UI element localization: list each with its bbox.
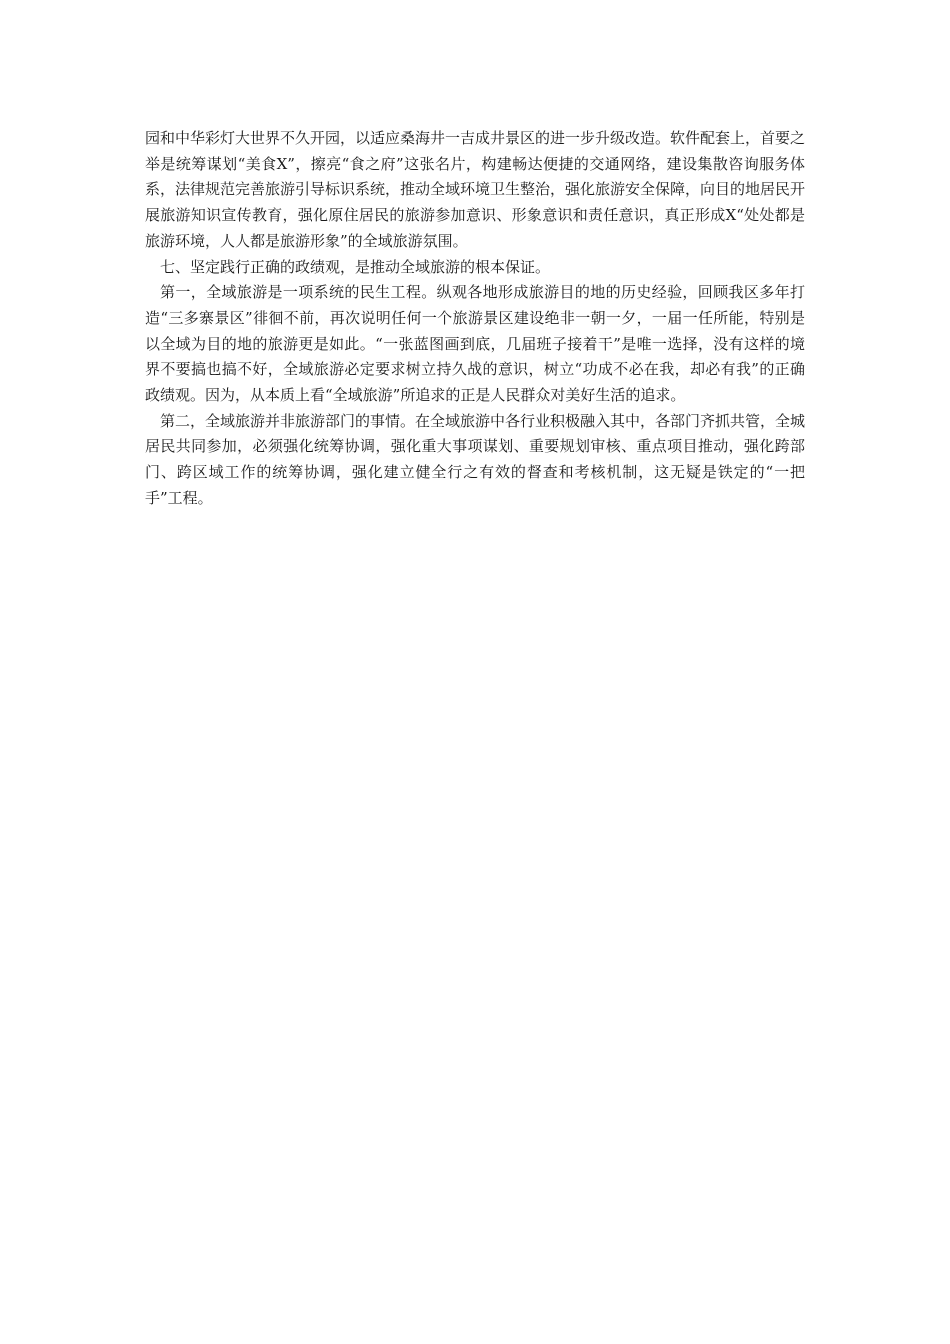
paragraph-first-point: 第一，全域旅游是一项系统的民生工程。纵观各地形成旅游目的地的历史经验，回顾我区多年打造“三多寨景区”徘徊不前，再次说明任何一个旅游景区建设绝非一朝一夕，一届一任所能，特别是以全域为目的地的旅游更是如此。“一张蓝图画到底，几届班子接着干”是唯一选择，没有这样的境界不要搞也搞不好，全域旅游必定要求树立持久战的意识，树立“功成不必在我，却必有我”的正确政绩观。因为，从本质上看“全域旅游”所追求的正是人民群众对美好生活的追求。 xyxy=(145,283,805,405)
paragraph-continuation: 园和中华彩灯大世界不久开园，以适应桑海井一吉成井景区的进一步升级改造。软件配套上，首要之举是统筹谋划“美食X”，擦亮“食之府”这张名片，构建畅达便捷的交通网络，建设集散咨询服务体系，法律规范完善旅游引导标识系统，推动全域环境卫生整治，强化旅游安全保障，向目的地居民开展旅游知识宣传教育，强化原住居民的旅游参加意识、形象意识和责任意识，真正形成X“处处都是旅游环境，人人都是旅游形象”的全域旅游氛围。 xyxy=(145,129,806,250)
paragraph-second-point: 第二，全域旅游并非旅游部门的事情。在全域旅游中各行业积极融入其中，各部门齐抓共管，全城居民共同参加，必须强化统筹协调，强化重大事项谋划、重要规划审核、重点项目推动，强化跨部门、跨区域工作的统筹协调，强化建立健全行之有效的督查和考核机制，这无疑是铁定的“一把手”工程。 xyxy=(145,411,806,507)
section-heading-seven: 七、坚定践行正确的政绩观，是推动全域旅游的根本保证。 xyxy=(160,257,551,276)
document-body xyxy=(145,126,805,512)
